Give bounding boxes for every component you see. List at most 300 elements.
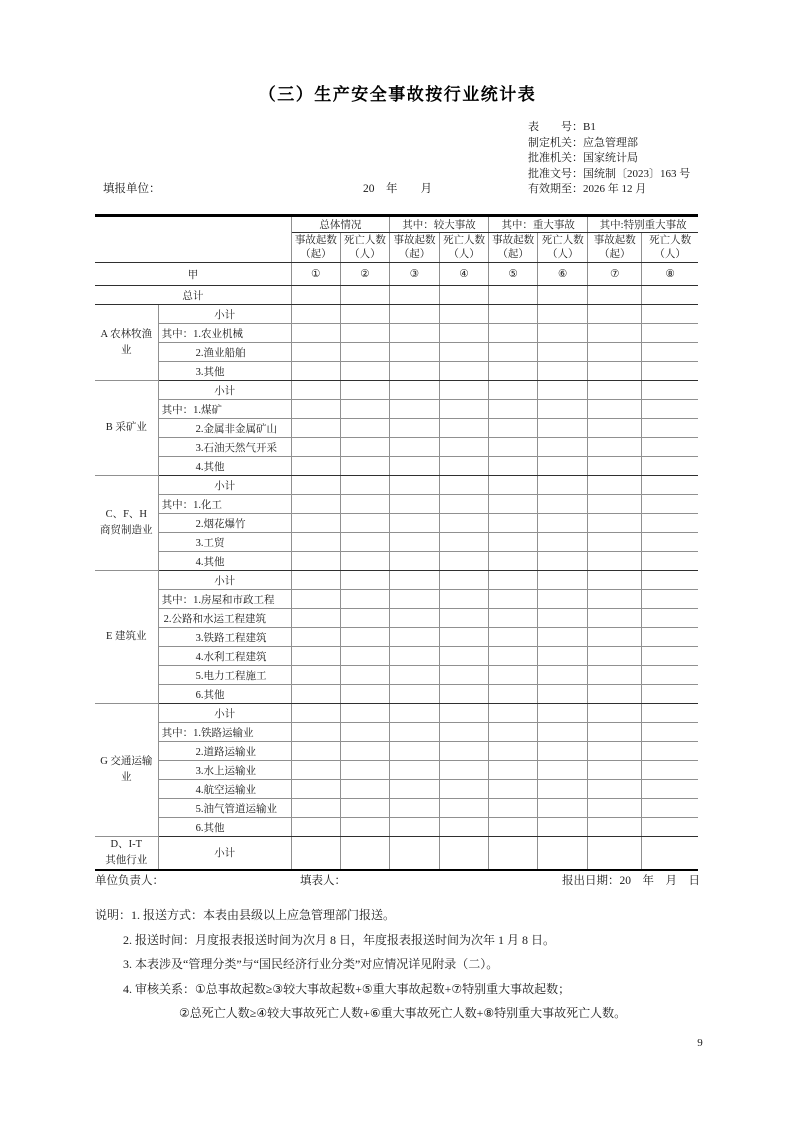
data-cell: [440, 685, 489, 704]
subheader-line1: 死亡人数: [541, 235, 584, 247]
subheader-line2: （人）: [654, 248, 686, 260]
data-cell: [440, 628, 489, 647]
data-cell: [588, 343, 642, 362]
data-cell: [642, 533, 698, 552]
data-cell: [340, 837, 389, 870]
data-cell: [538, 457, 588, 476]
meta-line: [528, 151, 690, 167]
data-cell: [291, 685, 340, 704]
table-row: [95, 457, 698, 476]
data-cell: [489, 552, 538, 571]
category-line: C、F、H: [105, 509, 148, 521]
note-line: [95, 977, 710, 1002]
data-cell: [588, 514, 642, 533]
data-cell: [538, 799, 588, 818]
data-cell: [642, 343, 698, 362]
row-label-cell: 4.水利工程建筑: [158, 647, 291, 666]
data-cell: [538, 609, 588, 628]
data-cell: [588, 609, 642, 628]
data-cell: [489, 590, 538, 609]
data-cell: [538, 723, 588, 742]
data-cell: [440, 343, 489, 362]
data-cell: [588, 818, 642, 837]
page-title: （三）生产安全事故按行业统计表: [258, 85, 537, 104]
stub-header-cell: [95, 216, 291, 263]
data-cell: [291, 590, 340, 609]
data-cell: [642, 400, 698, 419]
data-cell: [489, 761, 538, 780]
data-cell: [291, 419, 340, 438]
category-cell: [95, 381, 158, 476]
table-row: [95, 305, 698, 324]
data-cell: [588, 286, 642, 305]
data-cell: [340, 761, 389, 780]
column-number-cell: ①: [291, 263, 340, 286]
data-cell: [642, 457, 698, 476]
column-subheader: [642, 233, 698, 263]
row-label-cell: 小计: [158, 837, 291, 870]
category-line: A 农林牧渔: [100, 328, 153, 340]
data-cell: [489, 837, 538, 870]
data-cell: [538, 552, 588, 571]
data-cell: [340, 647, 389, 666]
row-label-cell: 2.道路运输业: [158, 742, 291, 761]
data-cell: [538, 571, 588, 590]
row-label-cell: 3.水上运输业: [158, 761, 291, 780]
column-number-cell: ⑥: [538, 263, 588, 286]
data-cell: [340, 666, 389, 685]
data-cell: [389, 457, 439, 476]
meta-label: 批准文号：: [528, 167, 583, 180]
data-cell: [642, 818, 698, 837]
data-cell: [642, 609, 698, 628]
data-cell: [440, 609, 489, 628]
data-cell: [340, 495, 389, 514]
row-label-cell: 其中：1.农业机械: [158, 324, 291, 343]
data-cell: [440, 305, 489, 324]
note-line: [95, 928, 710, 953]
data-cell: [440, 780, 489, 799]
data-cell: [489, 362, 538, 381]
table-row: [95, 837, 698, 870]
column-subheader: [340, 233, 389, 263]
data-cell: [340, 457, 389, 476]
data-cell: [538, 495, 588, 514]
meta-value: 应急管理部: [583, 136, 638, 149]
data-cell: [389, 685, 439, 704]
row-label-cell: 3.铁路工程建筑: [158, 628, 291, 647]
data-cell: [340, 400, 389, 419]
table-footer: [95, 871, 700, 891]
row-label-cell: 4.其他: [158, 457, 291, 476]
category-cell: [95, 837, 158, 870]
data-cell: [389, 723, 439, 742]
data-cell: [642, 761, 698, 780]
data-cell: [642, 476, 698, 495]
note-text: 4. 审核关系：①总事故起数≥③较大事故起数+⑤重大事故起数+⑦特别重大事故起数；: [123, 981, 571, 996]
data-cell: [340, 742, 389, 761]
data-cell: [340, 685, 389, 704]
data-cell: [291, 324, 340, 343]
data-cell: [538, 286, 588, 305]
row-label-cell: 4.其他: [158, 552, 291, 571]
data-cell: [588, 647, 642, 666]
data-cell: [440, 704, 489, 723]
data-cell: [489, 495, 538, 514]
data-cell: [642, 571, 698, 590]
data-cell: [291, 305, 340, 324]
subheader-line2: （人）: [546, 248, 579, 260]
table-row: [95, 818, 698, 837]
column-group-header: 总体情况: [291, 216, 389, 233]
note-line: [95, 952, 710, 977]
table-row: [95, 381, 698, 400]
row-label-cell: 小计: [158, 704, 291, 723]
table-row: [95, 495, 698, 514]
data-cell: [642, 799, 698, 818]
category-cell: [95, 571, 158, 704]
report-unit-label: 填报单位：: [103, 183, 161, 195]
row-label-cell: 2.烟花爆竹: [158, 514, 291, 533]
data-cell: [489, 533, 538, 552]
data-cell: [340, 590, 389, 609]
data-cell: [588, 685, 642, 704]
data-cell: [588, 761, 642, 780]
data-cell: [642, 362, 698, 381]
data-cell: [440, 647, 489, 666]
data-cell: [389, 324, 439, 343]
column-subheader: [588, 233, 642, 263]
data-cell: [489, 628, 538, 647]
data-cell: [538, 761, 588, 780]
note-text: 3. 本表涉及“管理分类”与“国民经济行业分类”对应情况详见附录（二）。: [123, 957, 499, 971]
data-cell: [389, 514, 439, 533]
data-cell: [489, 723, 538, 742]
data-cell: [588, 571, 642, 590]
data-cell: [389, 533, 439, 552]
meta-value: B1: [583, 121, 596, 133]
data-cell: [440, 837, 489, 870]
data-cell: [538, 533, 588, 552]
row-label-cell: 3.其他: [158, 362, 291, 381]
data-cell: [588, 438, 642, 457]
data-cell: [440, 400, 489, 419]
data-cell: [440, 476, 489, 495]
table-row: [95, 324, 698, 343]
data-cell: [389, 799, 439, 818]
data-cell: [440, 590, 489, 609]
subheader-line2: （人）: [349, 248, 381, 260]
data-cell: [538, 837, 588, 870]
table-row: [95, 571, 698, 590]
data-cell: [489, 742, 538, 761]
category-line: D、I-T: [110, 839, 143, 850]
data-cell: [291, 533, 340, 552]
data-cell: [291, 495, 340, 514]
row-label-cell: 2.渔业船舶: [158, 343, 291, 362]
category-line: 业: [121, 344, 132, 356]
row-label-cell: 其中：1.煤矿: [158, 400, 291, 419]
row-label-cell: 小计: [158, 571, 291, 590]
category-line: 业: [121, 772, 132, 783]
row-label-cell: 2.公路和水运工程建筑: [158, 609, 291, 628]
note-line: [95, 903, 710, 928]
subheader-line1: 死亡人数: [443, 235, 486, 247]
data-cell: [340, 343, 389, 362]
data-cell: [588, 381, 642, 400]
data-cell: [588, 780, 642, 799]
data-cell: [642, 628, 698, 647]
data-cell: [642, 286, 698, 305]
total-row-label: 总计: [95, 286, 291, 305]
row-label-cell: 5.电力工程施工: [158, 666, 291, 685]
data-cell: [440, 362, 489, 381]
data-cell: [642, 438, 698, 457]
data-cell: [440, 381, 489, 400]
data-cell: [538, 400, 588, 419]
table-row: [95, 628, 698, 647]
data-cell: [642, 381, 698, 400]
notes-label: 说明：: [95, 908, 132, 922]
data-cell: [588, 400, 642, 419]
page-number: 9: [697, 1037, 703, 1049]
data-cell: [489, 286, 538, 305]
data-cell: [538, 362, 588, 381]
data-cell: [489, 343, 538, 362]
header-group-row: [95, 216, 698, 233]
data-cell: [389, 476, 439, 495]
data-cell: [538, 818, 588, 837]
table-row: [95, 742, 698, 761]
data-cell: [538, 438, 588, 457]
data-cell: [389, 343, 439, 362]
data-cell: [642, 305, 698, 324]
table-row: [95, 780, 698, 799]
data-cell: [291, 362, 340, 381]
subheader-line1: 死亡人数: [649, 235, 692, 247]
meta-line: [528, 120, 690, 136]
data-cell: [340, 286, 389, 305]
data-cell: [538, 647, 588, 666]
column-group-header: 其中：较大事故: [389, 216, 488, 233]
data-cell: [489, 419, 538, 438]
data-cell: [440, 742, 489, 761]
row-label-cell: 小计: [158, 476, 291, 495]
subheader-line1: 事故起数: [393, 235, 436, 247]
meta-label: 表 号：: [528, 121, 583, 133]
preparer-label: 填表人：: [300, 875, 346, 887]
column-number-cell: ⑧: [642, 263, 698, 286]
data-cell: [291, 818, 340, 837]
data-cell: [440, 324, 489, 343]
data-cell: [489, 438, 538, 457]
subheader-line1: 死亡人数: [343, 235, 386, 247]
data-cell: [291, 457, 340, 476]
data-cell: [440, 666, 489, 685]
report-period: 20 年 月: [363, 183, 432, 195]
row-label-cell: 2.金属非金属矿山: [158, 419, 291, 438]
category-line: 其他行业: [105, 854, 148, 866]
unit-head-label: 单位负责人：: [95, 875, 164, 887]
data-cell: [291, 400, 340, 419]
data-cell: [389, 590, 439, 609]
data-cell: [642, 742, 698, 761]
data-cell: [340, 552, 389, 571]
data-cell: [440, 552, 489, 571]
notes-block: [95, 903, 710, 1026]
data-cell: [340, 514, 389, 533]
row-label-cell: 其中：1.化工: [158, 495, 291, 514]
column-subheader: [389, 233, 439, 263]
data-cell: [489, 799, 538, 818]
row-label-cell: 小计: [158, 381, 291, 400]
data-cell: [588, 742, 642, 761]
data-cell: [291, 761, 340, 780]
note-text: 2. 报送时间：月度报表报送时间为次月 8 日，年度报表报送时间为次年 1 月 8 日。: [123, 932, 556, 947]
data-cell: [389, 647, 439, 666]
data-cell: [489, 609, 538, 628]
data-cell: [291, 799, 340, 818]
data-cell: [642, 552, 698, 571]
data-cell: [340, 305, 389, 324]
data-cell: [642, 685, 698, 704]
data-cell: [389, 438, 439, 457]
data-cell: [340, 609, 389, 628]
table-row: [95, 666, 698, 685]
data-cell: [291, 780, 340, 799]
subheader-line2: （起）: [398, 248, 431, 260]
data-cell: [538, 742, 588, 761]
data-cell: [291, 438, 340, 457]
column-subheader: [489, 233, 538, 263]
data-cell: [642, 780, 698, 799]
table-row: [95, 438, 698, 457]
data-cell: [538, 685, 588, 704]
data-cell: [291, 571, 340, 590]
data-cell: [538, 476, 588, 495]
data-cell: [489, 647, 538, 666]
data-cell: [489, 818, 538, 837]
data-cell: [489, 400, 538, 419]
table-row: [95, 590, 698, 609]
data-cell: [340, 324, 389, 343]
meta-line: [528, 136, 690, 152]
data-cell: [588, 495, 642, 514]
data-cell: [340, 723, 389, 742]
data-cell: [291, 609, 340, 628]
data-cell: [440, 514, 489, 533]
meta-value: 国统制〔2023〕163 号: [583, 167, 691, 180]
data-cell: [588, 704, 642, 723]
data-cell: [440, 818, 489, 837]
data-cell: [588, 799, 642, 818]
data-cell: [291, 628, 340, 647]
subheader-line1: 事故起数: [492, 235, 535, 247]
table-row: [95, 362, 698, 381]
data-cell: [340, 438, 389, 457]
column-key-row: [95, 263, 698, 286]
row-label-cell: 5.油气管道运输业: [158, 799, 291, 818]
data-cell: [389, 419, 439, 438]
column-number-cell: ⑤: [489, 263, 538, 286]
data-cell: [291, 666, 340, 685]
data-cell: [440, 457, 489, 476]
data-cell: [389, 571, 439, 590]
meta-label: 制定机关：: [528, 136, 583, 149]
column-subheader: [440, 233, 489, 263]
data-cell: [389, 305, 439, 324]
column-number-cell: ②: [340, 263, 389, 286]
data-cell: [340, 362, 389, 381]
category-line: 商贸制造业: [100, 525, 153, 536]
data-cell: [588, 552, 642, 571]
category-cell: [95, 704, 158, 837]
data-cell: [440, 799, 489, 818]
row-label-cell: 其中：1.房屋和市政工程: [158, 590, 291, 609]
data-cell: [291, 647, 340, 666]
data-cell: [291, 723, 340, 742]
data-cell: [389, 818, 439, 837]
row-label-cell: 6.其他: [158, 818, 291, 837]
data-cell: [389, 400, 439, 419]
column-subheader: [538, 233, 588, 263]
table-row: [95, 533, 698, 552]
note-text: 1. 报送方式：本表由县级以上应急管理部门报送。: [131, 908, 396, 922]
data-cell: [538, 704, 588, 723]
data-cell: [489, 685, 538, 704]
data-cell: [538, 590, 588, 609]
row-label-cell: 3.石油天然气开采: [158, 438, 291, 457]
meta-label: 有效期至：: [528, 183, 583, 195]
data-cell: [389, 837, 439, 870]
data-cell: [291, 742, 340, 761]
data-cell: [340, 381, 389, 400]
row-label-cell: 3.工贸: [158, 533, 291, 552]
table-row: [95, 647, 698, 666]
data-cell: [588, 723, 642, 742]
data-cell: [588, 457, 642, 476]
data-cell: [538, 343, 588, 362]
data-cell: [440, 533, 489, 552]
column-number-cell: ④: [440, 263, 489, 286]
table-row: [95, 609, 698, 628]
data-cell: [389, 286, 439, 305]
data-cell: [588, 533, 642, 552]
data-cell: [642, 666, 698, 685]
statistics-table: [95, 214, 698, 871]
data-cell: [538, 666, 588, 685]
data-cell: [588, 324, 642, 343]
report-unit-row: [95, 180, 700, 196]
data-cell: [291, 343, 340, 362]
category-line: E 建筑业: [106, 631, 147, 643]
data-cell: [538, 780, 588, 799]
data-cell: [642, 324, 698, 343]
subheader-line2: （起）: [300, 248, 332, 260]
data-cell: [588, 837, 642, 870]
table-row: [95, 552, 698, 571]
data-cell: [340, 571, 389, 590]
note-line: [95, 1001, 710, 1026]
subheader-line2: （起）: [497, 248, 529, 260]
subheader-line1: 事故起数: [294, 235, 337, 247]
data-cell: [440, 419, 489, 438]
data-cell: [489, 457, 538, 476]
data-cell: [642, 647, 698, 666]
data-cell: [489, 666, 538, 685]
column-number-cell: ⑦: [588, 263, 642, 286]
category-cell: [95, 476, 158, 571]
